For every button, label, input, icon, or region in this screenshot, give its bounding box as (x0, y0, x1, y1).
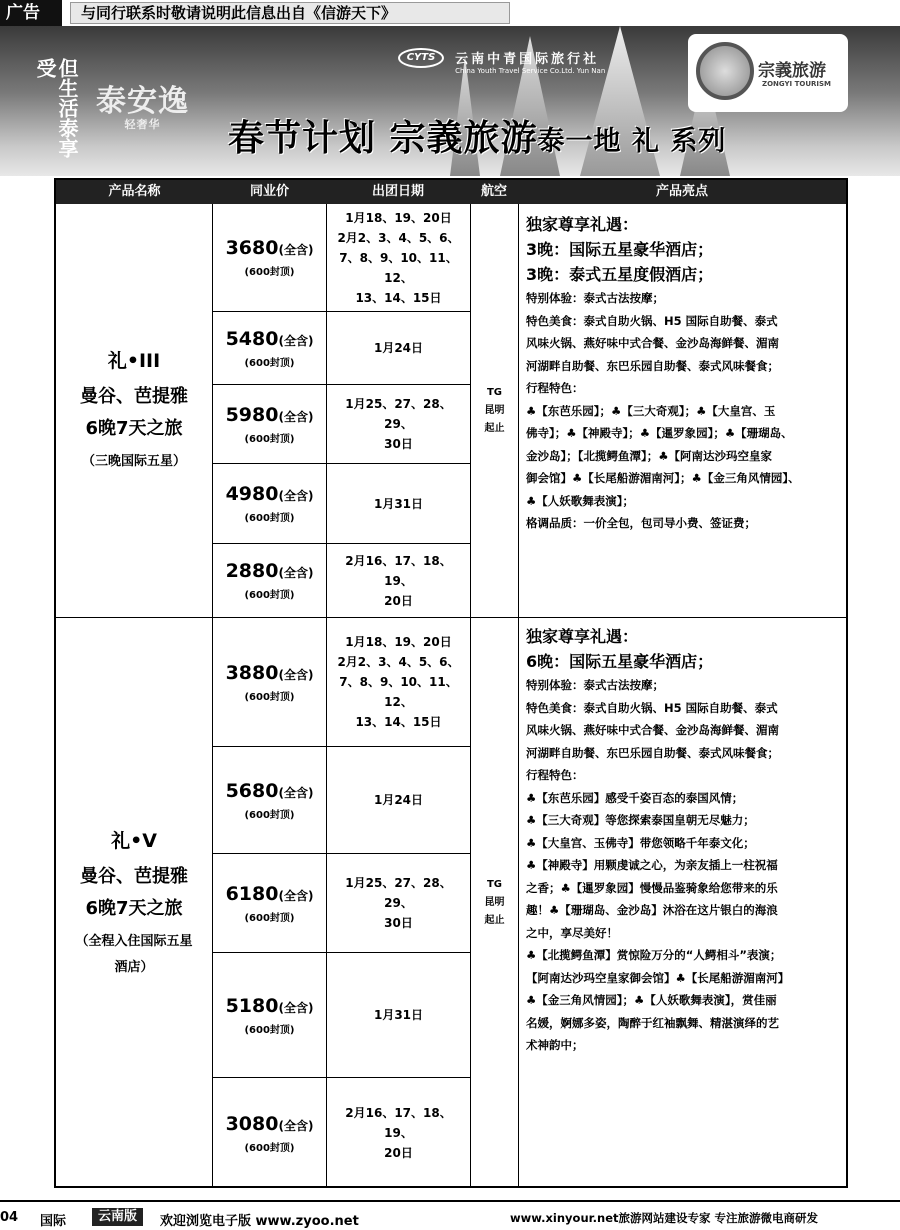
date-line: 2月16、17、18、19、 (345, 1106, 452, 1140)
date-line: 1月24日 (373, 793, 424, 807)
dates-cell (327, 747, 470, 853)
dates-cell (327, 544, 470, 617)
price-value: 2880 (225, 560, 279, 582)
price-value: 6180 (225, 882, 279, 905)
product-route: 曼谷、芭提雅 (80, 386, 188, 407)
price-suffix: (全含) (278, 243, 314, 257)
airline-note: 起止 (484, 915, 505, 926)
highlight-line: 名媛，婀娜多姿，陶醉于红袖飘舞、精湛演绎的艺 (526, 1015, 779, 1030)
highlights-cell (526, 624, 842, 1057)
highlight-line: 风味火锅、燕好味中式合餐、金沙岛海鲜餐、湄南 (526, 723, 779, 737)
highlight-line: 格调品质：一价全包，包司导小费、签证费； (526, 516, 756, 530)
product-code: 礼•V (111, 829, 157, 852)
headline-main: 春节计划 宗義旅游 (228, 118, 538, 159)
highlight-line: 金沙岛】；【北揽鳄鱼潭】；♣【阿南达沙玛空皇家 (526, 448, 773, 463)
date-line: 30日 (384, 916, 413, 930)
ad-label: 广告 (0, 0, 62, 26)
airline-city: 昆明 (484, 897, 505, 908)
cits-name-en: China Youth Travel Service Co.Ltd. Yun Nan (455, 67, 606, 75)
header-airline: 航空 (480, 184, 507, 199)
date-line: 1月25、27、28、29、 (345, 397, 452, 431)
dates-cell (327, 618, 470, 746)
footer-left-text: 欢迎浏览电子版 www.zyoo.net (160, 1214, 359, 1229)
airline-cell (471, 204, 518, 617)
dates-cell (327, 854, 470, 952)
price-cell (213, 747, 326, 853)
price-cell (213, 312, 326, 384)
price-value: 5180 (225, 994, 279, 1017)
highlight-line: 佛寺】；♣【神殿寺】；♣【暹罗象园】；♣【珊瑚岛、 (526, 426, 793, 440)
highlight-line: ♣【神殿寺】用颗虔诚之心，为亲友插上一柱祝福 (526, 858, 778, 872)
highlight-line: 特色美食：泰式自助火锅、H5 国际自助餐、泰式 (526, 313, 778, 328)
airline-city: 昆明 (484, 404, 505, 416)
highlight-line: 趣！♣【珊瑚岛、金沙岛】沐浴在这片银白的海浪 (526, 903, 778, 917)
price-suffix: (全含) (278, 566, 314, 580)
highlight-big: 独家尊享礼遇： (526, 627, 639, 646)
highlight-line: 河湖畔自助餐、东巴乐园自助餐、泰式风味餐食； (526, 745, 779, 760)
price-cell (213, 1078, 326, 1188)
cits-logo-icon: CYTS (398, 48, 444, 68)
highlight-line: 特别体验：泰式古法按摩； (526, 291, 664, 305)
date-line: 30日 (384, 437, 413, 451)
price-cap: (600封顶) (244, 691, 295, 703)
price-cap: (600封顶) (244, 590, 295, 601)
price-cap: (600封顶) (244, 912, 295, 924)
price-cap: (600封顶) (244, 513, 295, 524)
headline (228, 110, 726, 161)
cits-name-cn: 云南中青国际旅行社 (455, 52, 600, 67)
price-cell (213, 953, 326, 1077)
section-label: 国际 (40, 1214, 67, 1229)
price-cap: (600封顶) (244, 1024, 295, 1036)
date-line: 1月18、19、20日 (345, 635, 452, 649)
price-value: 5680 (225, 779, 279, 802)
product-duration: 6晚7天之旅 (85, 418, 183, 439)
date-line: 2月2、3、4、5、6、 (337, 655, 460, 669)
dates-cell (327, 204, 470, 311)
highlight-line: 行程特色： (526, 381, 584, 395)
footer (0, 1200, 900, 1230)
brand-slogan: 但生活泰享受 (33, 58, 79, 158)
highlight-line: 风味火锅、燕好味中式合餐、金沙岛海鲜餐、湄南 (526, 336, 779, 350)
price-value: 3880 (225, 661, 279, 684)
price-cell (213, 544, 326, 617)
highlight-big: 6晚：国际五星豪华酒店； (526, 652, 714, 671)
product-route: 曼谷、芭提雅 (80, 865, 188, 887)
highlight-big: 独家尊享礼遇： (526, 215, 639, 234)
footer-right-text: www.xinyour.net旅游网站建设专家 专注旅游微电商研发 (510, 1211, 819, 1225)
zongyi-name-en: ZONGYI TOURISM (762, 80, 831, 88)
price-value: 3680 (225, 237, 279, 259)
price-cap: (600封顶) (244, 267, 295, 278)
product-note: 酒店） (114, 959, 154, 975)
price-cell (213, 204, 326, 311)
zongyi-logo (688, 34, 848, 112)
price-cell (213, 854, 326, 952)
price-value: 5980 (225, 403, 279, 426)
ad-notice: 与同行联系时敬请说明此信息出自《信游天下》 (70, 2, 510, 24)
highlight-line: 特色美食：泰式自助火锅、H5 国际自助餐、泰式 (526, 700, 778, 715)
price-cell (213, 464, 326, 543)
dates-cell (327, 312, 470, 384)
brand-name-sub: 轻奢华 (124, 118, 161, 131)
product-name-cell (56, 204, 212, 617)
brand-name-text: 泰安逸 (96, 84, 189, 119)
highlight-line: ♣【东芭乐园】感受千姿百态的泰国风情； (526, 790, 744, 805)
product-name-cell (56, 618, 212, 1188)
date-line: 20日 (384, 593, 413, 608)
highlight-line: 河湖畔自助餐、东巴乐园自助餐、泰式风味餐食； (526, 358, 779, 373)
price-suffix: (全含) (278, 667, 314, 682)
highlight-line: ♣【大皇宫、玉佛寺】带您领略千年泰文化； (526, 835, 755, 850)
cits-brand (398, 48, 605, 75)
header-product-name: 产品名称 (108, 184, 161, 199)
date-line: 13、14、15日 (355, 715, 442, 729)
price-suffix: (全含) (278, 888, 314, 903)
headline-sub: 泰一地 礼 系列 (537, 126, 727, 157)
price-suffix: (全含) (278, 1118, 314, 1133)
highlight-line: ♣【北揽鳄鱼潭】赏惊险万分的“人鳄相斗”表演； (526, 948, 782, 962)
product-code: 礼•III (107, 350, 161, 372)
product-duration: 6晚7天之旅 (85, 897, 183, 919)
header-banner (0, 26, 900, 176)
highlight-line: 特别体验：泰式古法按摩； (526, 678, 664, 692)
region-badge: 云南版 (92, 1208, 143, 1226)
date-line: 7、8、9、10、11、12、 (339, 250, 458, 285)
highlight-line: ♣【金三角风情园】；♣【人妖歌舞表演】，赏佳丽 (526, 993, 777, 1007)
price-suffix: (全含) (278, 489, 314, 503)
date-line: 1月31日 (373, 496, 424, 511)
header-dates: 出团日期 (371, 184, 424, 199)
date-line: 2月2、3、4、5、6、 (337, 230, 460, 245)
date-line: 13、14、15日 (355, 290, 442, 305)
airline-note: 起止 (484, 422, 505, 434)
zongyi-name-cn: 宗義旅游 (758, 61, 826, 81)
dates-cell (327, 464, 470, 543)
airline-code: TG (486, 879, 503, 890)
highlight-line: 之中，享尽美好！ (526, 925, 618, 940)
price-cell (213, 618, 326, 746)
price-cap: (600封顶) (244, 357, 295, 369)
top-strip (0, 0, 900, 26)
price-suffix: (全含) (278, 785, 314, 800)
airline-cell (471, 618, 518, 1188)
price-suffix: (全含) (278, 1000, 314, 1015)
price-suffix: (全含) (278, 333, 314, 348)
dates-cell (327, 1078, 470, 1188)
highlight-line: 行程特色： (526, 768, 584, 782)
highlight-line: 术神韵中； (526, 1038, 584, 1052)
highlights-cell (526, 212, 842, 535)
table-header (56, 180, 846, 204)
product-note: （全程入住国际五星 (75, 933, 193, 949)
date-line: 1月24日 (373, 341, 424, 355)
price-cap: (600封顶) (244, 433, 295, 445)
price-cap: (600封顶) (244, 809, 295, 821)
highlight-big: 3晚：国际五星豪华酒店； (526, 240, 714, 259)
highlight-line: 【阿南达沙玛空皇家御会馆】♣【长尾船游湄南河】 (526, 970, 790, 985)
footprint-globe-icon (696, 42, 754, 100)
highlight-line: ♣【东芭乐园】；♣【三大奇观】；♣【大皇宫、玉 (526, 403, 776, 418)
price-cap: (600封顶) (244, 1142, 295, 1154)
highlight-line: 御会馆】♣【长尾船游湄南河】；♣【金三角风情园】、 (526, 471, 800, 485)
product-note: （三晚国际五星） (81, 454, 186, 469)
date-line: 2月16、17、18、19、 (345, 553, 452, 588)
airline-code: TG (486, 386, 503, 398)
highlight-line: ♣【人妖歌舞表演】； (526, 493, 635, 508)
date-line: 1月18、19、20日 (345, 210, 452, 225)
product-table (54, 178, 848, 1188)
date-line: 7、8、9、10、11、12、 (339, 675, 458, 709)
header-price: 同业价 (249, 184, 289, 199)
price-value: 5480 (225, 327, 279, 350)
price-value: 4980 (225, 483, 279, 505)
brand-name (96, 76, 189, 132)
highlight-big: 3晚：泰式五星度假酒店； (526, 265, 714, 284)
price-value: 3080 (225, 1112, 279, 1135)
highlight-line: ♣【三大奇观】等您探索泰国皇朝无尽魅力； (526, 813, 755, 827)
dates-cell (327, 953, 470, 1077)
price-cell (213, 385, 326, 463)
date-line: 20日 (384, 1146, 413, 1160)
price-suffix: (全含) (278, 409, 314, 424)
page-number: 04 (0, 1210, 19, 1225)
header-highlights: 产品亮点 (655, 184, 708, 199)
highlight-line: 之香；♣【暹罗象园】慢慢品鉴骑象给您带来的乐 (526, 880, 778, 895)
date-line: 1月31日 (373, 1008, 424, 1022)
date-line: 1月25、27、28、29、 (345, 876, 452, 910)
dates-cell (327, 385, 470, 463)
